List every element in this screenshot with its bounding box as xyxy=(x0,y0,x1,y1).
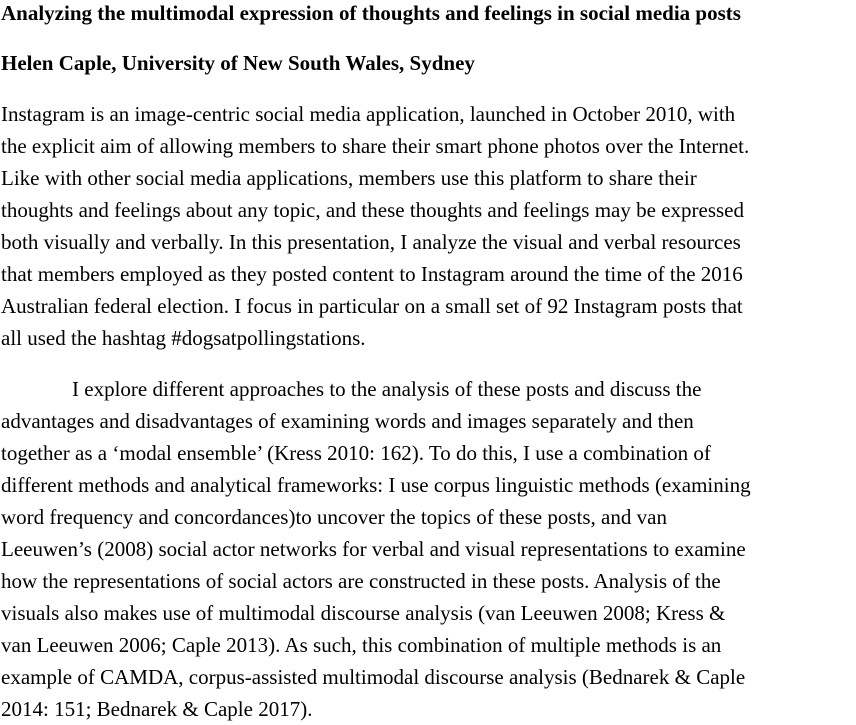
paragraph-line: both visually and verbally. In this presentation, I analyze the visual and verbal resources xyxy=(1,230,741,254)
paragraph-line: the explicit aim of allowing members to share their smart phone photos over the Internet. xyxy=(1,134,750,158)
paragraph-line: Australian federal election. I focus in particular on a small set of 92 Instagram posts that xyxy=(1,294,743,318)
paragraph-line: Like with other social media applications, members use this platform to share their xyxy=(1,166,697,190)
paragraph-line: Leeuwen’s (2008) social actor networks for verbal and visual representations to examine xyxy=(1,537,746,561)
paragraph-line: together as a ‘modal ensemble’ (Kress 2010: 162). To do this, I use a combination of xyxy=(1,441,711,465)
document-page xyxy=(1,0,856,725)
paragraph-line: thoughts and feelings about any topic, and these thoughts and feelings may be expressed xyxy=(1,198,744,222)
paragraph-line: 2014: 151; Bednarek & Caple 2017). xyxy=(1,697,313,721)
paragraph-line: all used the hashtag #dogsatpollingstations. xyxy=(1,326,366,350)
paragraph-1 xyxy=(1,98,856,354)
paragraph-line: I explore different approaches to the analysis of these posts and discuss the xyxy=(72,377,702,401)
paragraph-line: van Leeuwen 2006; Caple 2013). As such, this combination of multiple methods is an xyxy=(1,633,722,657)
paragraph-line: different methods and analytical frameworks: I use corpus linguistic methods (examining xyxy=(1,473,751,497)
paragraph-line: advantages and disadvantages of examining words and images separately and then xyxy=(1,409,694,433)
paragraph-line: that members employed as they posted content to Instagram around the time of the 2016 xyxy=(1,262,743,286)
paragraph-line: Instagram is an image-centric social media application, launched in October 2010, with xyxy=(1,102,736,126)
paragraph-line: how the representations of social actors are constructed in these posts. Analysis of the xyxy=(1,569,721,593)
author-line: Helen Caple, University of New South Wales, Sydney xyxy=(1,51,475,75)
paragraph-2 xyxy=(1,373,856,725)
paragraph-line: example of CAMDA, corpus-assisted multimodal discourse analysis (Bednarek & Caple xyxy=(1,665,746,689)
paragraph-line: word frequency and concordances)to uncover the topics of these posts, and van xyxy=(1,505,667,529)
document-title: Analyzing the multimodal expression of thoughts and feelings in social media posts xyxy=(1,1,741,25)
paragraph-line: visuals also makes use of multimodal discourse analysis (van Leeuwen 2008; Kress & xyxy=(1,601,726,625)
